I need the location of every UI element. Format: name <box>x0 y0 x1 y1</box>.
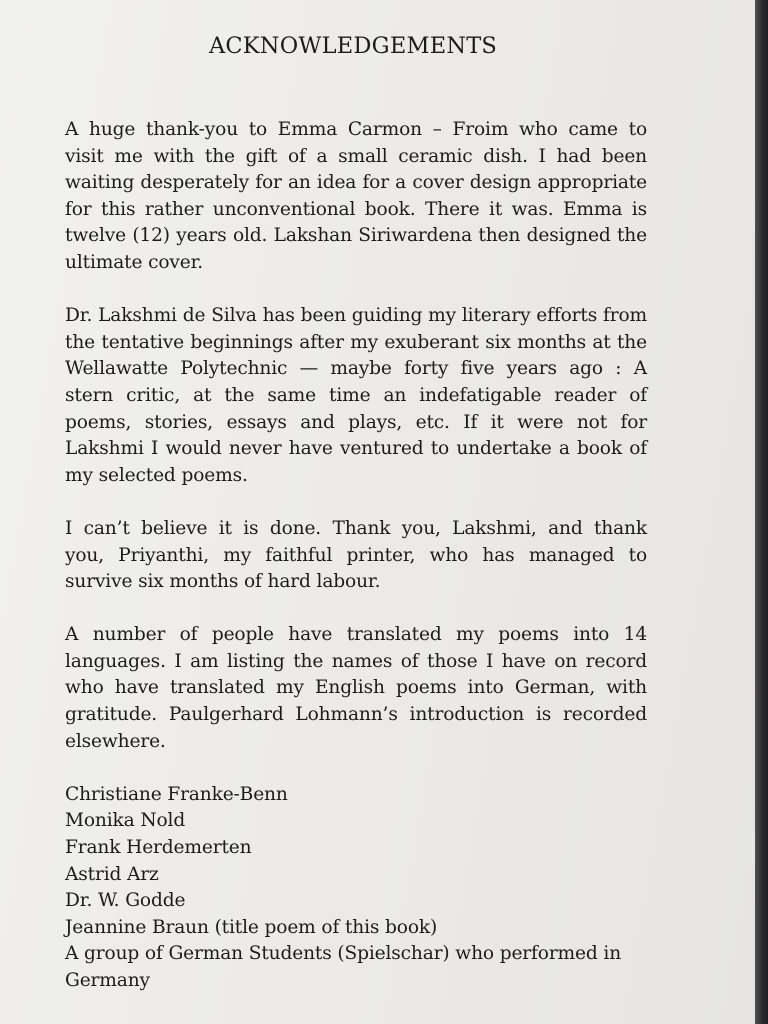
text-line: I can’t believe it is done. Thank you, Lakshmi, and thank <box>65 517 647 539</box>
text-line: for this rather unconventional book. There it was. Emma is <box>65 198 647 220</box>
translator-name: Dr. W. Godde <box>65 890 186 912</box>
text-line: the tentative beginnings after my exuberant six months at the <box>65 331 647 353</box>
text-line: visit me with the gift of a small ceramic dish. I had been <box>65 145 647 167</box>
text-line: ultimate cover. <box>65 251 204 273</box>
translator-name: Germany <box>65 970 150 991</box>
text-line: A number of people have translated my poems into 14 <box>65 624 647 646</box>
text-line: Wellawatte Polytechnic — maybe forty five years ago : A <box>65 358 647 380</box>
translator-name: Jeannine Braun (title poem of this book) <box>65 916 438 938</box>
text-line: Lakshmi I would never have ventured to undertake a book of <box>65 438 647 460</box>
text-line: twelve (12) years old. Lakshan Siriwardena then designed the <box>65 225 647 247</box>
paragraph-thanks-lakshmi <box>65 303 647 489</box>
text-line: stern critic, at the same time an indefatigable reader of <box>65 384 647 406</box>
translator-name: Frank Herdemerten <box>65 837 252 859</box>
translator-name: Monika Nold <box>65 810 186 832</box>
text-line: A huge thank-you to Emma Carmon – Froim who came to <box>65 119 647 140</box>
text-line: gratitude. Paulgerhard Lohmann’s introduction is recorded <box>65 704 647 726</box>
paragraph-translations <box>65 622 647 755</box>
paragraph-thanks-printer <box>65 516 647 596</box>
acknowledgements-body <box>65 117 647 995</box>
translator-name: Christiane Franke-Benn <box>65 783 288 805</box>
background-edge <box>755 0 768 1024</box>
page-title: ACKNOWLEDGEMENTS <box>208 33 498 59</box>
paragraph-thanks-emma <box>65 117 647 277</box>
text-line: survive six months of hard labour. <box>65 571 381 593</box>
text-line: who have translated my English poems into German, with <box>65 677 647 699</box>
text-line: you, Priyanthi, my faithful printer, who has managed to <box>65 544 647 566</box>
text-line: my selected poems. <box>65 464 248 486</box>
text-line: elsewhere. <box>65 730 166 752</box>
text-line: languages. I am listing the names of those I have on record <box>65 650 647 672</box>
translator-name: Astrid Arz <box>65 863 159 885</box>
text-line: waiting desperately for an idea for a cover design appropriate <box>65 172 647 194</box>
text-line: poems, stories, essays and plays, etc. If it were not for <box>65 411 647 433</box>
translator-name: A group of German Students (Spielschar) who performed in <box>65 943 622 965</box>
translator-list <box>65 782 647 995</box>
text-line: Dr. Lakshmi de Silva has been guiding my literary efforts from <box>65 305 647 327</box>
